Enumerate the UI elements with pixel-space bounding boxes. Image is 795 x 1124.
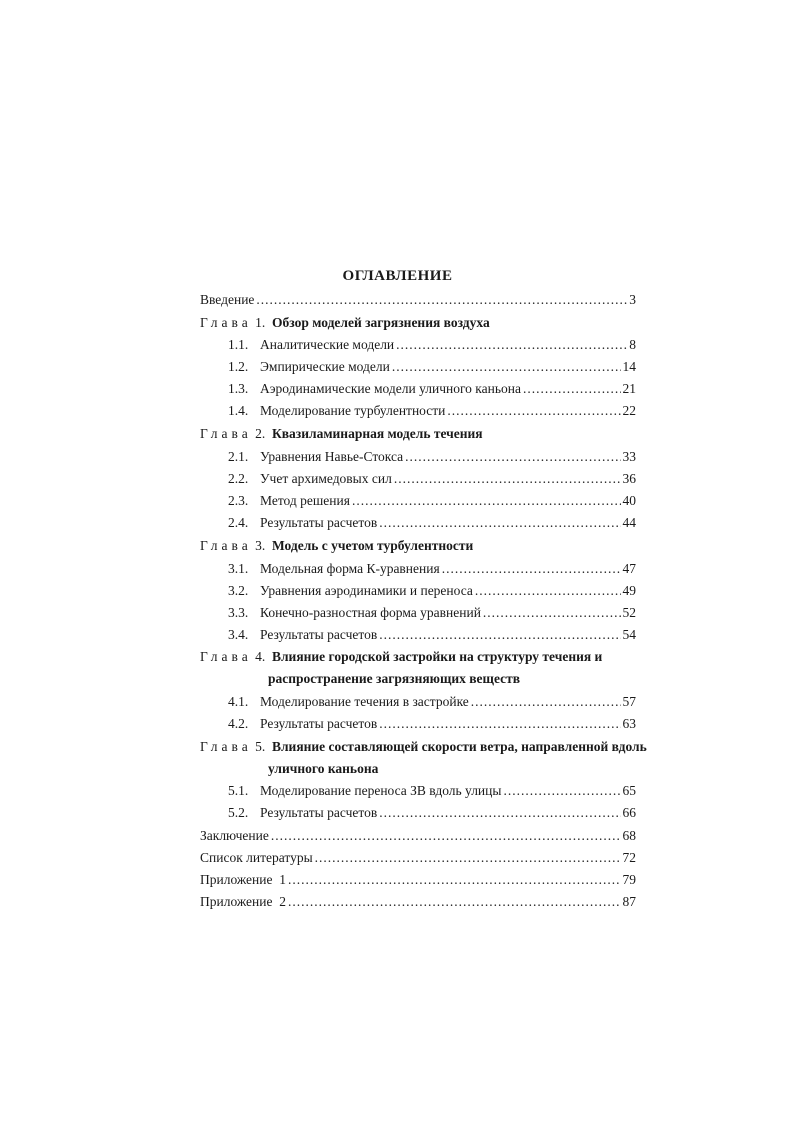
toc-section: 1.1. Аналитические модели ..... 8 bbox=[228, 334, 636, 356]
toc-entry-conclusion: Заключение ..... 68 bbox=[200, 825, 636, 847]
toc-section: 4.1. Моделирование течения в застройке ..... 57 bbox=[228, 691, 636, 713]
chapter-title-continuation: уличного каньона bbox=[268, 761, 379, 776]
toc-chapter-2: Глава 2. Квазиламинарная модель течения bbox=[200, 426, 483, 441]
toc-chapter-3: Глава 3. Модель с учетом турбулентности bbox=[200, 538, 474, 553]
toc-section: 2.1. Уравнения Навье-Стокса ..... 33 bbox=[228, 446, 636, 468]
page-number: 3 bbox=[629, 292, 636, 307]
toc-section: 4.2. Результаты расчетов ..... 63 bbox=[228, 713, 636, 735]
toc-chapter-5: Глава 5. Влияние составляющей скорости ветра, направленной вдоль bbox=[200, 739, 647, 754]
toc-section: 1.4. Моделирование турбулентности ..... 22 bbox=[228, 400, 636, 422]
toc-section: 5.1. Моделирование переноса ЗВ вдоль улицы ..... 65 bbox=[228, 780, 636, 802]
page-title: ОГЛАВЛЕНИЕ bbox=[342, 268, 453, 284]
toc-section: 3.2. Уравнения аэродинамики и переноса ..... 49 bbox=[228, 580, 636, 602]
toc-chapter-4: Глава 4. Влияние городской застройки на структуру течения и bbox=[200, 649, 603, 664]
toc-section: 2.2. Учет архимедовых сил ..... 36 bbox=[228, 468, 636, 490]
toc-section: 1.2. Эмпирические модели ..... 14 bbox=[228, 356, 636, 378]
toc-chapter-1: Глава 1. Обзор моделей загрязнения воздуха bbox=[200, 315, 490, 330]
toc-entry-appendix-2: Приложение 2 ..... 87 bbox=[200, 891, 636, 913]
toc-section: 1.3. Аэродинамические модели уличного каньона ..... 21 bbox=[228, 378, 636, 400]
toc-section: 3.1. Модельная форма К-уравнения ..... 47 bbox=[228, 558, 636, 580]
toc-section: 5.2. Результаты расчетов ..... 66 bbox=[228, 802, 636, 824]
toc-entry-appendix-1: Приложение 1 ..... 79 bbox=[200, 869, 636, 891]
toc-entry-references: Список литературы ..... 72 bbox=[200, 847, 636, 869]
toc-entry-intro: Введение ..... 3 bbox=[200, 289, 636, 311]
toc-section: 2.3. Метод решения ..... 40 bbox=[228, 490, 636, 512]
toc-section: 3.3. Конечно-разностная форма уравнений ..... 52 bbox=[228, 602, 636, 624]
chapter-title-continuation: распространение загрязняющих веществ bbox=[268, 671, 521, 686]
toc-section: 2.4. Результаты расчетов ..... 44 bbox=[228, 512, 636, 534]
toc-section: 3.4. Результаты расчетов ..... 54 bbox=[228, 624, 636, 646]
